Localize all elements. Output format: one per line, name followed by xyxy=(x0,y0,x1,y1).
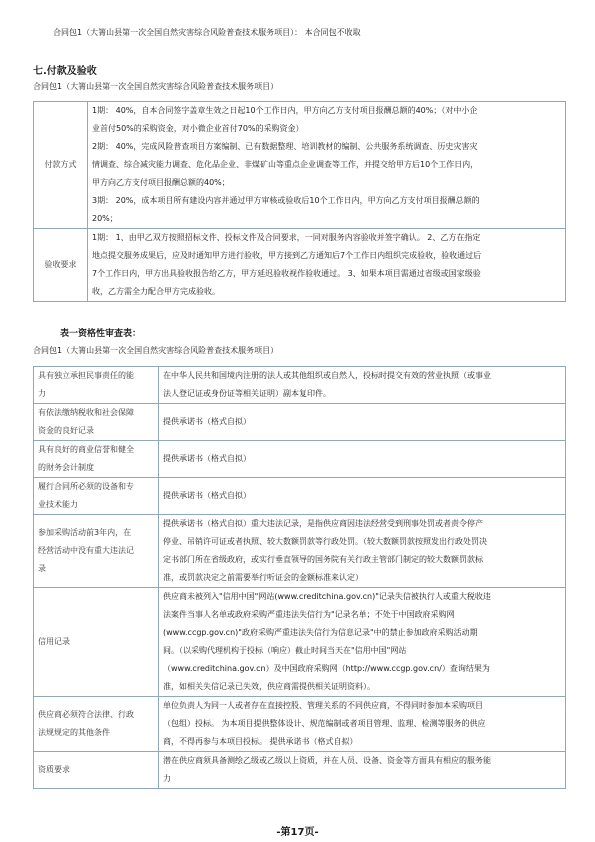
top-note: 合同包1（大箐山县第一次全国自然灾害综合风险普查技术服务项目）： 本合同包不收取 xyxy=(53,28,361,37)
content-line: 准，如相关失信记录已失效，供应商需提供相关证明资料）。 xyxy=(163,682,375,691)
payment-row xyxy=(34,102,566,229)
label-line: 参加采购活动前3年内，在 xyxy=(38,528,132,537)
table-row xyxy=(34,441,566,478)
label-line: 力 xyxy=(38,389,46,398)
content-line: (www.ccgp.gov.cn)"政府采购严重违法失信行为信息记录"中的禁止参加政府采购活动期 xyxy=(163,628,478,637)
content-line: 提供承诺书（格式自拟） xyxy=(163,491,251,500)
content-line: 提供承诺书（格式自拟） xyxy=(163,454,251,463)
content-line: 力 xyxy=(163,774,171,783)
content-line: 提供承诺书（格式自拟）重大违法记录，是指供应商因违法经营受到刑事处罚或者责令停产 xyxy=(163,519,483,528)
payment-line: 2期： 40%，完成风险普查项目方案编制、已有数据整理、培训教材的编制、公共服务系统调查、历史灾害灾 xyxy=(92,142,478,151)
content-line: 商，不得再参与本项目投标。 提供承诺书（格式自拟） xyxy=(163,737,358,746)
section-7-title: 七.付款及验收 xyxy=(33,66,97,77)
qualification-content xyxy=(159,752,566,789)
content-line: 在中华人民共和国境内注册的法人或其他组织或自然人，投标时提交有效的营业执照（或事业 xyxy=(163,371,491,380)
label-line: 履行合同所必须的设备和专 xyxy=(38,482,134,491)
qualification-label xyxy=(34,697,159,752)
page-number-footer: -第17页- xyxy=(276,827,319,838)
label-line: 供应商必须符合法律、行政 xyxy=(38,710,134,719)
table-row xyxy=(34,588,566,697)
qualification-content xyxy=(159,404,566,441)
qualification-label xyxy=(34,515,159,588)
acceptance-line: 7个工作日内，甲方出具验收报告给乙方，甲方延迟验收视作验收通过。 3、如果本项目需通过省级或国家级验 xyxy=(92,269,481,278)
payment-content xyxy=(88,102,566,229)
label-line: 录 xyxy=(38,564,46,573)
payment-line: 业首付50%的采购资金，对小微企业首付70%的采购资金） xyxy=(92,124,304,133)
qualification-label xyxy=(34,478,159,515)
payment-line: 甲方向乙方支付项目报酬总额的40%； xyxy=(92,178,230,187)
label-line: 信用记录 xyxy=(38,637,70,646)
qualification-content xyxy=(159,367,566,404)
qualification-label xyxy=(34,588,159,697)
content-line: 单位负责人为同一人或者存在直接控股、管理关系的不同供应商，不得同时参加本采购项目 xyxy=(163,701,483,710)
acceptance-line: 地点提交服务成果后，应及时通知甲方进行验收，甲方接到乙方通知后7个工作日内组织完成验收，验收通过后 xyxy=(92,251,482,260)
qualification-content xyxy=(159,441,566,478)
payment-line: 1期： 40%，自本合同签字盖章生效之日起10个工作日内，甲方向乙方支付项目报酬总额的40%；（对中小企 xyxy=(92,106,478,115)
table-row xyxy=(34,515,566,588)
table-row xyxy=(34,404,566,441)
payment-package-title: 合同包1（大箐山县第一次全国自然灾害综合风险普查技术服务项目） xyxy=(33,82,279,91)
content-line: 潜在供应商须具备测绘乙级或乙级以上资质，并在人员、设备、资金等方面具有相应的服务能 xyxy=(163,756,491,765)
qualification-table-title: 表一资格性审查表： xyxy=(60,329,142,339)
label-line: 业技术能力 xyxy=(38,500,78,509)
content-line: 准，或罚款决定之前需要举行听证会的金额标准来认定） xyxy=(163,573,363,582)
content-line: 供应商未被列入"信用中国"网站(www.creditchina.gov.cn)"记录失信被执行人或重大税收违 xyxy=(163,592,491,601)
qualification-table xyxy=(33,366,566,789)
table-row xyxy=(34,752,566,789)
qualification-package-title: 合同包1（大箐山县第一次全国自然灾害综合风险普查技术服务项目） xyxy=(33,346,279,355)
acceptance-line: 收，乙方需全力配合甲方完成验收。 xyxy=(92,287,220,296)
label-line: 资金的良好记录 xyxy=(38,426,94,435)
qualification-label xyxy=(34,441,159,478)
acceptance-line: 1期： 1、由甲乙双方按照招标文件、投标文件及合同要求，一同对服务内容验收并签字确认。 2、乙方在指定 xyxy=(92,233,481,242)
label-line: 经营活动中没有重大违法记 xyxy=(38,546,134,555)
content-line: 提供承诺书（格式自拟） xyxy=(163,417,251,426)
content-line: 间。（以采购代理机构于投标（响应）截止时间当天在"信用中国"网站 xyxy=(163,646,407,655)
payment-line: 3期： 20%，成本项目所有建设内容并通过甲方审核或验收后10个工作日内，甲方向乙方支付项目报酬总额的 xyxy=(92,196,480,205)
table-row xyxy=(34,367,566,404)
content-line: 定书部门所在省级政府，或实行垂直领导的国务院有关行政主管部门制定的较大数额罚款标 xyxy=(163,555,483,564)
table-row xyxy=(34,478,566,515)
acceptance-content xyxy=(88,229,566,302)
qualification-label xyxy=(34,404,159,441)
content-line: （www.creditchina.gov.cn）及中国政府采购网（http://www.ccgp.gov.cn/）查询结果为 xyxy=(163,664,490,673)
content-line: 法人登记证或身份证等相关证明）副本复印件。 xyxy=(163,389,331,398)
payment-label: 付款方式 xyxy=(34,102,88,229)
payment-acceptance-table xyxy=(33,101,566,302)
qualification-content xyxy=(159,515,566,588)
payment-line: 20%； xyxy=(92,214,118,223)
table-row xyxy=(34,697,566,752)
label-line: 具有独立承担民事责任的能 xyxy=(38,371,134,380)
payment-line: 情调查、综合减灾能力调查、危化品企业、非煤矿山等重点企业调查等工作，并提交给甲方后10个工作日内， xyxy=(92,160,479,169)
content-line: 停业、吊销许可证或者执照、较大数额罚款等行政处罚。（较大数额罚款按照发出行政处罚决 xyxy=(163,537,487,546)
content-line: 法案件当事人名单或政府采购严重违法失信行为"记录名单；不处于中国政府采购网 xyxy=(163,610,455,619)
qualification-label xyxy=(34,367,159,404)
acceptance-label: 验收要求 xyxy=(34,229,88,302)
label-line: 资质要求 xyxy=(38,765,70,774)
qualification-content xyxy=(159,697,566,752)
qualification-label xyxy=(34,752,159,789)
acceptance-row xyxy=(34,229,566,302)
qualification-content xyxy=(159,588,566,697)
label-line: 的财务会计制度 xyxy=(38,463,94,472)
qualification-content xyxy=(159,478,566,515)
label-line: 法规规定的其他条件 xyxy=(38,728,110,737)
content-line: （包组）投标。 为本项目提供整体设计、规范编制或者项目管理、监理、检测等服务的供应 xyxy=(163,719,486,728)
label-line: 具有良好的商业信誉和健全 xyxy=(38,445,134,454)
label-line: 有依法缴纳税收和社会保障 xyxy=(38,408,134,417)
